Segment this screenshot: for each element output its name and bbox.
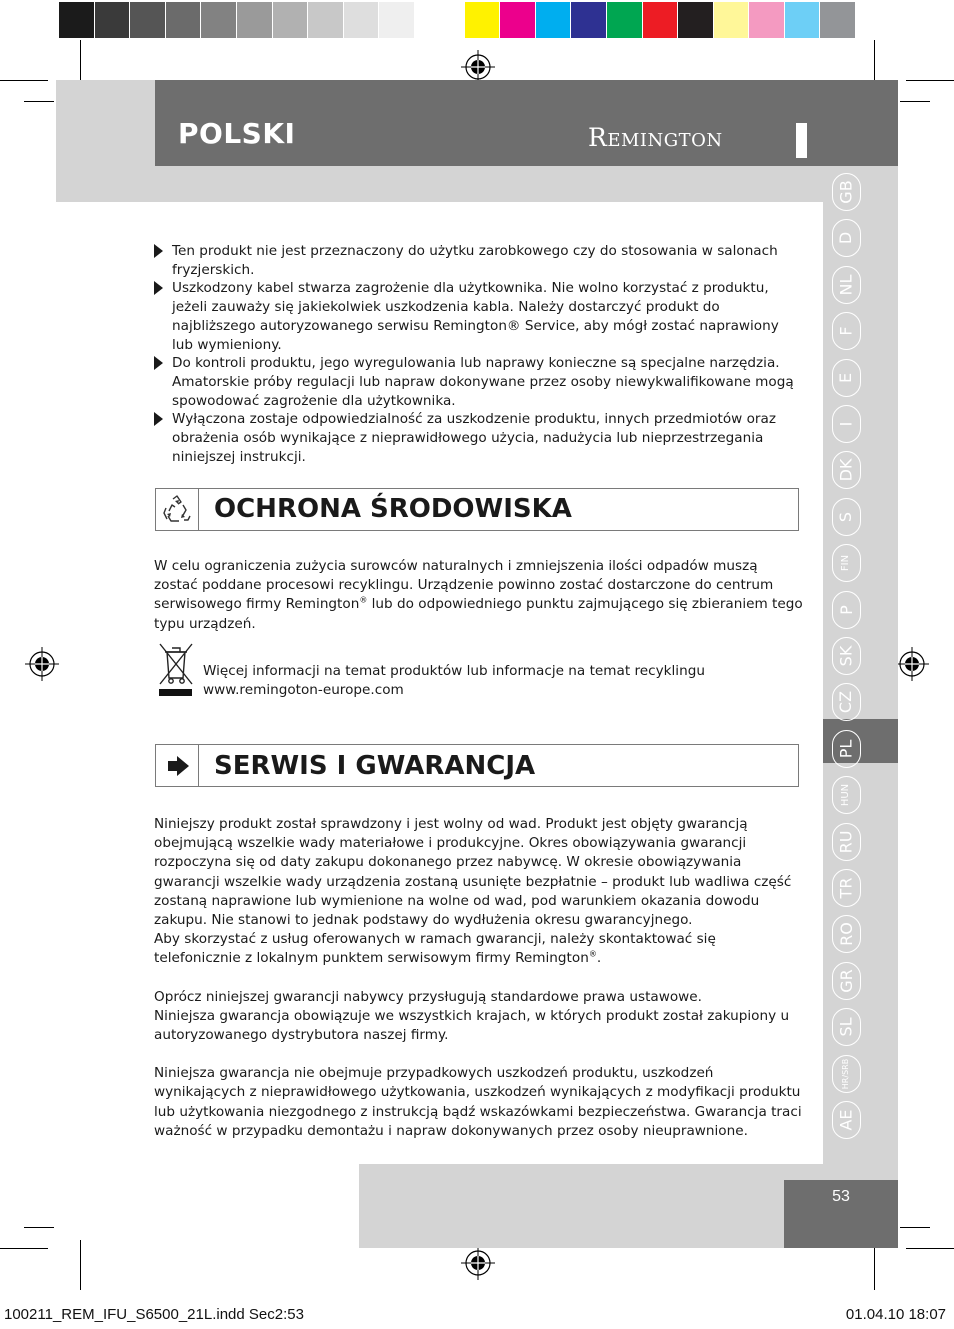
warning-text: Uszkodzony kabel stwarza zagrożenie dla użytkownika. Nie wolno korzystać z produktu, jeżeli zauważy się jakiekolwiek uszkodzenia kabla. Należy dostarczyć produkt do najbliższego autoryzowanego serwisu Remington® Service, aby mógł zostać naprawiony lub wymieniony. bbox=[172, 280, 779, 353]
gray-swatch bbox=[130, 2, 166, 38]
trim-mark bbox=[0, 1248, 48, 1249]
gray-swatch bbox=[237, 2, 273, 38]
language-tab-ro[interactable] bbox=[832, 915, 861, 953]
recycling-website-link[interactable]: www.remingoton-europe.com bbox=[203, 682, 404, 699]
language-tab-s[interactable] bbox=[832, 498, 861, 536]
language-tab-dk[interactable] bbox=[832, 451, 861, 489]
language-tab-label: D bbox=[836, 231, 856, 245]
gray-swatch bbox=[415, 2, 451, 38]
gray-swatch bbox=[95, 2, 131, 38]
warning-text: Ten produkt nie jest przeznaczony do użytku zarobkowego czy do stosowania w salonach fryzjerskich. bbox=[172, 243, 778, 278]
recycling-info bbox=[203, 662, 705, 700]
environment-paragraph: W celu ograniczenia zużycia surowców naturalnych i zmniejszenia ilości odpadów muszą zostać poddane procesowi recyklingu. Urządzenie powinno zostać dostarczone do centrum serwisowego firmy Remington® lub do odpowiedniego punktu zajmującego się zbieraniem tego typu urządzeń. bbox=[154, 558, 803, 632]
warning-item bbox=[154, 354, 804, 410]
bullet-triangle-icon bbox=[154, 281, 163, 295]
color-swatch bbox=[643, 2, 679, 38]
language-tab-cz[interactable] bbox=[832, 683, 861, 721]
color-swatch bbox=[749, 2, 785, 38]
gray-swatch bbox=[59, 2, 95, 38]
brand-logo: Remington bbox=[588, 123, 723, 152]
gray-swatch bbox=[166, 2, 202, 38]
page-title: POLSKI bbox=[178, 117, 296, 150]
arrow-right-icon bbox=[156, 745, 199, 786]
language-tab-p[interactable] bbox=[832, 591, 861, 629]
language-tab-hr-srb[interactable] bbox=[832, 1055, 861, 1093]
language-tab-label: P bbox=[836, 605, 856, 615]
bullet-triangle-icon bbox=[154, 244, 163, 258]
language-tab-ru[interactable] bbox=[832, 823, 861, 861]
brand-logo-bar bbox=[796, 123, 807, 158]
bullet-triangle-icon bbox=[154, 356, 163, 370]
environment-heading: OCHRONA ŚRODOWISKA bbox=[214, 494, 572, 524]
color-swatch bbox=[465, 2, 501, 38]
language-tab-label: RU bbox=[836, 830, 856, 854]
registration-mark-icon bbox=[461, 1246, 495, 1280]
language-tab-label: NL bbox=[836, 274, 856, 296]
language-tab-hun[interactable] bbox=[832, 776, 861, 814]
language-tab-label: GB bbox=[836, 180, 856, 204]
page-number: 53 bbox=[832, 1188, 850, 1205]
language-tab-fin[interactable] bbox=[832, 544, 861, 582]
language-tab-label: E bbox=[836, 372, 856, 384]
gray-swatch bbox=[379, 2, 415, 38]
warning-text: Wyłączona zostaje odpowiedzialność za uszkodzenie produktu, innych przedmiotów oraz obrażenia osób wynikające z nieprawidłowego użycia, nadużycia lub nieprzestrzegania niniejszej instrukcji. bbox=[172, 411, 776, 465]
language-tab-gb[interactable] bbox=[832, 173, 861, 211]
gray-swatch bbox=[201, 2, 237, 38]
recycling-info-text: Więcej informacji na temat produktów lub informacje na temat recyklingu bbox=[203, 663, 705, 679]
trim-mark bbox=[24, 101, 54, 102]
trim-mark bbox=[0, 80, 48, 81]
language-tab-label: RO bbox=[836, 922, 856, 946]
trim-mark bbox=[906, 80, 954, 81]
color-swatch bbox=[785, 2, 821, 38]
trim-mark bbox=[24, 1227, 54, 1228]
gray-swatch bbox=[273, 2, 309, 38]
warning-item bbox=[154, 410, 804, 466]
color-swatch bbox=[536, 2, 572, 38]
warranty-section-header bbox=[155, 744, 799, 787]
language-tab-label: CZ bbox=[836, 690, 856, 714]
language-tab-gr[interactable] bbox=[832, 962, 861, 1000]
gray-swatch bbox=[344, 2, 380, 38]
language-tab-i[interactable] bbox=[832, 405, 861, 443]
warranty-paragraph-3: Oprócz niniejszej gwarancji nabywcy przysługują standardowe prawa ustawowe. bbox=[154, 988, 702, 1005]
warranty-paragraph-2: Aby skorzystać z usług oferowanych w ramach gwarancji, należy skontaktować się telefonicznie z lokalnym punktem serwisowym firmy Remington®. bbox=[154, 931, 716, 967]
gray-swatch bbox=[308, 2, 344, 38]
language-tab-label: FIN bbox=[840, 554, 852, 572]
trim-mark bbox=[80, 1240, 81, 1290]
weee-crossed-bin-icon bbox=[156, 640, 196, 698]
language-tab-sk[interactable] bbox=[832, 637, 861, 675]
warranty-heading: SERWIS I GWARANCJA bbox=[214, 751, 536, 781]
registration-mark-icon bbox=[25, 647, 59, 681]
language-tab-label: HR/SRB bbox=[841, 1058, 851, 1090]
language-tab-tr[interactable] bbox=[832, 869, 861, 907]
color-swatch bbox=[607, 2, 643, 38]
print-file-info: 100211_REM_IFU_S6500_21L.indd Sec2:53 bbox=[4, 1306, 304, 1323]
language-tab-label: PL bbox=[836, 739, 856, 759]
language-tab-label: HUN bbox=[840, 783, 852, 807]
swatch-gap bbox=[451, 2, 465, 38]
trim-mark bbox=[900, 101, 930, 102]
trim-mark bbox=[906, 1248, 954, 1249]
color-swatch bbox=[820, 2, 856, 38]
warning-item bbox=[154, 279, 804, 354]
color-swatch bbox=[500, 2, 536, 38]
registration-mark-icon bbox=[461, 50, 495, 84]
warranty-paragraph-1: Niniejszy produkt został sprawdzony i jest wolny od wad. Produkt jest objęty gwarancją obejmującą wszelkie wady materiałowe i produkcyjne. Okres obowiązywania gwarancji rozpoczyna się od daty zakupu dokonanego przez nabywcę. W okresie obowiązywania gwarancji wszelkie wady urządzenia zostaną usunięte bezpłatnie – produkt lub wadliwa część zostaną naprawione lub wymienione na wolne od wad, pod warunkiem okazania dowodu zakupu. Nie stanowi to jednak podstawy do wydłużenia okresu gwarancyjnego. bbox=[154, 816, 792, 929]
bullet-triangle-icon bbox=[154, 412, 163, 426]
language-tab-label: AE bbox=[836, 1109, 856, 1131]
language-tab-label: DK bbox=[836, 458, 856, 482]
language-tab-label: F bbox=[836, 326, 856, 336]
language-tab-label: S bbox=[836, 511, 856, 523]
trim-mark bbox=[900, 1227, 930, 1228]
language-tab-label: SL bbox=[836, 1017, 856, 1037]
language-tab-nl[interactable] bbox=[832, 266, 861, 304]
language-tab-label: TR bbox=[836, 877, 856, 899]
language-tab-e[interactable] bbox=[832, 359, 861, 397]
environment-section-header bbox=[155, 488, 799, 531]
warranty-paragraph-4: Niniejsza gwarancja obowiązuje we wszystkich krajach, w których produkt został zakupiony u autoryzowanego dystrybutora naszej firmy. bbox=[154, 1007, 790, 1044]
language-tab-label: GR bbox=[836, 969, 856, 993]
language-tab-pl[interactable] bbox=[832, 730, 861, 768]
language-tab-ae[interactable] bbox=[832, 1101, 861, 1139]
print-date-info: 01.04.10 18:07 bbox=[845, 1306, 946, 1323]
registration-mark-icon bbox=[895, 647, 929, 681]
language-tab-f[interactable] bbox=[832, 312, 861, 350]
warranty-body bbox=[154, 815, 804, 1141]
recycle-icon bbox=[156, 489, 199, 530]
language-tab-label: I bbox=[836, 421, 856, 427]
color-swatch bbox=[678, 2, 714, 38]
warning-list bbox=[154, 242, 804, 466]
warranty-paragraph-5: Niniejsza gwarancja nie obejmuje przypadkowych uszkodzeń produktu, uszkodzeń wynikających z nieprawidłowego użytkowania, uszkodzeń wynikających z modyfikacji produktu lub użytkowania niezgodnego z instrukcją bądź wskazówkami bezpieczeństwa. Gwarancja traci ważność w przypadku demontażu i napraw dokonywanych przez osoby nieuprawnione. bbox=[154, 1065, 802, 1139]
language-tab-sl[interactable] bbox=[832, 1008, 861, 1046]
color-swatch bbox=[571, 2, 607, 38]
color-control-bar bbox=[59, 2, 856, 38]
language-tab-label: SK bbox=[836, 645, 856, 667]
language-tab-d[interactable] bbox=[832, 219, 861, 257]
warning-text: Do kontroli produktu, jego wyregulowania lub naprawy konieczne są specjalne narzędzia. Amatorskie próby regulacji lub napraw dokonywane przez osoby niewykwalifikowane mogą spowodować zagrożenie dla użytkownika. bbox=[172, 355, 794, 409]
warning-item bbox=[154, 242, 804, 279]
color-swatch bbox=[714, 2, 750, 38]
